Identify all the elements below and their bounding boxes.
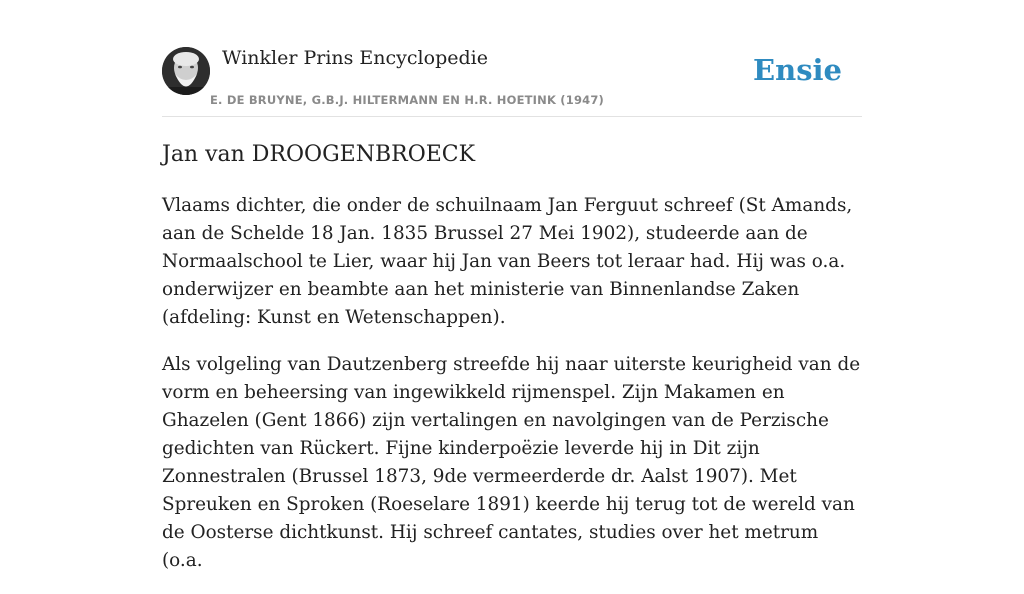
source-header	[162, 46, 862, 117]
ensie-logo-link[interactable]: Ensie	[753, 53, 842, 87]
article-paragraph: Als volgeling van Dautzenberg streefde hij naar uiterste keurigheid van de vorm en beheersing van ingewikkeld rijmenspel. Zijn Makamen en Ghazelen (Gent 1866) zijn vertalingen en navolgingen van de Perzische gedichten van Rückert. Fijne kinderpoëzie leverde hij in Dit zijn Zonnestralen (Brussel 1873, 9de vermeerderde dr. Aalst 1907). Met Spreuken en Sproken (Roeselare 1891) keerde hij terug tot de wereld van de Oosterse dichtkunst. Hij schreef cantates, studies over het metrum (o.a.	[162, 354, 861, 571]
source-authors: E. DE BRUYNE, G.B.J. HILTERMANN EN H.R. HOETINK (1947)	[210, 93, 605, 107]
source-title[interactable]: Winkler Prins Encyclopedie	[222, 47, 488, 69]
portrait-avatar-icon	[162, 47, 210, 95]
article-body	[162, 192, 862, 594]
article-paragraph: Vlaams dichter, die onder de schuilnaam Jan Ferguut schreef (St Amands, aan de Schelde 18 Jan. 1835 Brussel 27 Mei 1902), studeerde aan de Normaalschool te Lier, waar hij Jan van Beers tot leraar had. Hij was o.a. onderwijzer en beambte aan het ministerie van Binnenlandse Zaken (afdeling: Kunst en Wetenschappen).	[162, 195, 853, 328]
article-title: Jan van DROOGENBROECK	[162, 142, 476, 167]
